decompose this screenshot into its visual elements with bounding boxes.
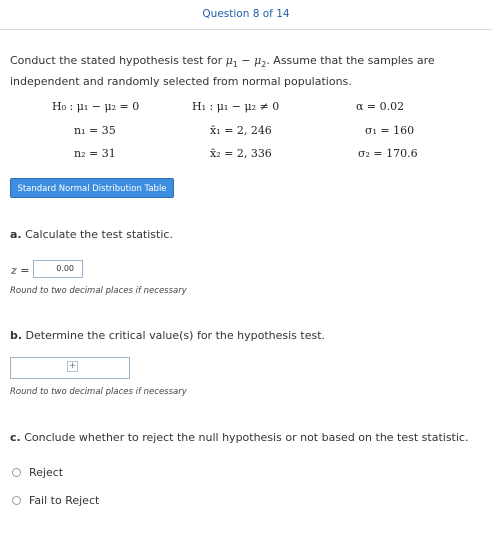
part-a-hint: Round to two decimal places if necessary	[10, 286, 187, 296]
sigma-2: σ₂ = 170.6	[358, 147, 418, 160]
sigma-1: σ₁ = 160	[365, 124, 415, 137]
sample-mean-1: x̄₁ = 2, 246	[210, 124, 272, 137]
add-value-icon[interactable]: +	[68, 361, 77, 371]
part-b-prompt: b. Determine the critical value(s) for the hypothesis test.	[10, 329, 326, 342]
alpha-level: α = 0.02	[356, 100, 405, 113]
alt-hypothesis: H₁ : μ₁ − μ₂ ≠ 0	[192, 100, 280, 113]
radio-fail-to-reject-icon[interactable]	[12, 496, 21, 505]
sample-mean-2: x̄₂ = 2, 336	[210, 147, 272, 160]
normal-table-button[interactable]: Standard Normal Distribution Table	[10, 178, 174, 198]
radio-reject-icon[interactable]	[12, 468, 21, 477]
null-hypothesis: H₀ : μ₁ − μ₂ = 0	[52, 100, 140, 113]
question-counter: Question 8 of 14	[202, 8, 290, 20]
problem-statement: Conduct the stated hypothesis test for $\mu_1 - \mu_2$. Assume that the samples are independent and randomly selected from normal populations.	[10, 54, 435, 89]
sample-size-1: n₁ = 35	[74, 124, 116, 137]
part-b-hint: Round to two decimal places if necessary	[10, 387, 187, 397]
sample-size-2: n₂ = 31	[74, 147, 116, 160]
option-fail-to-reject[interactable]: Fail to Reject	[12, 494, 99, 507]
question-header	[0, 0, 492, 30]
option-reject[interactable]: Reject	[12, 466, 63, 479]
z-label: z =	[11, 264, 30, 277]
part-a-prompt: a. Calculate the test statistic.	[10, 228, 173, 241]
test-statistic-input[interactable]: 0.00	[33, 260, 83, 278]
part-c-prompt: c. Conclude whether to reject the null hypothesis or not based on the test statistic.	[10, 431, 469, 444]
critical-value-input[interactable]	[10, 357, 130, 379]
